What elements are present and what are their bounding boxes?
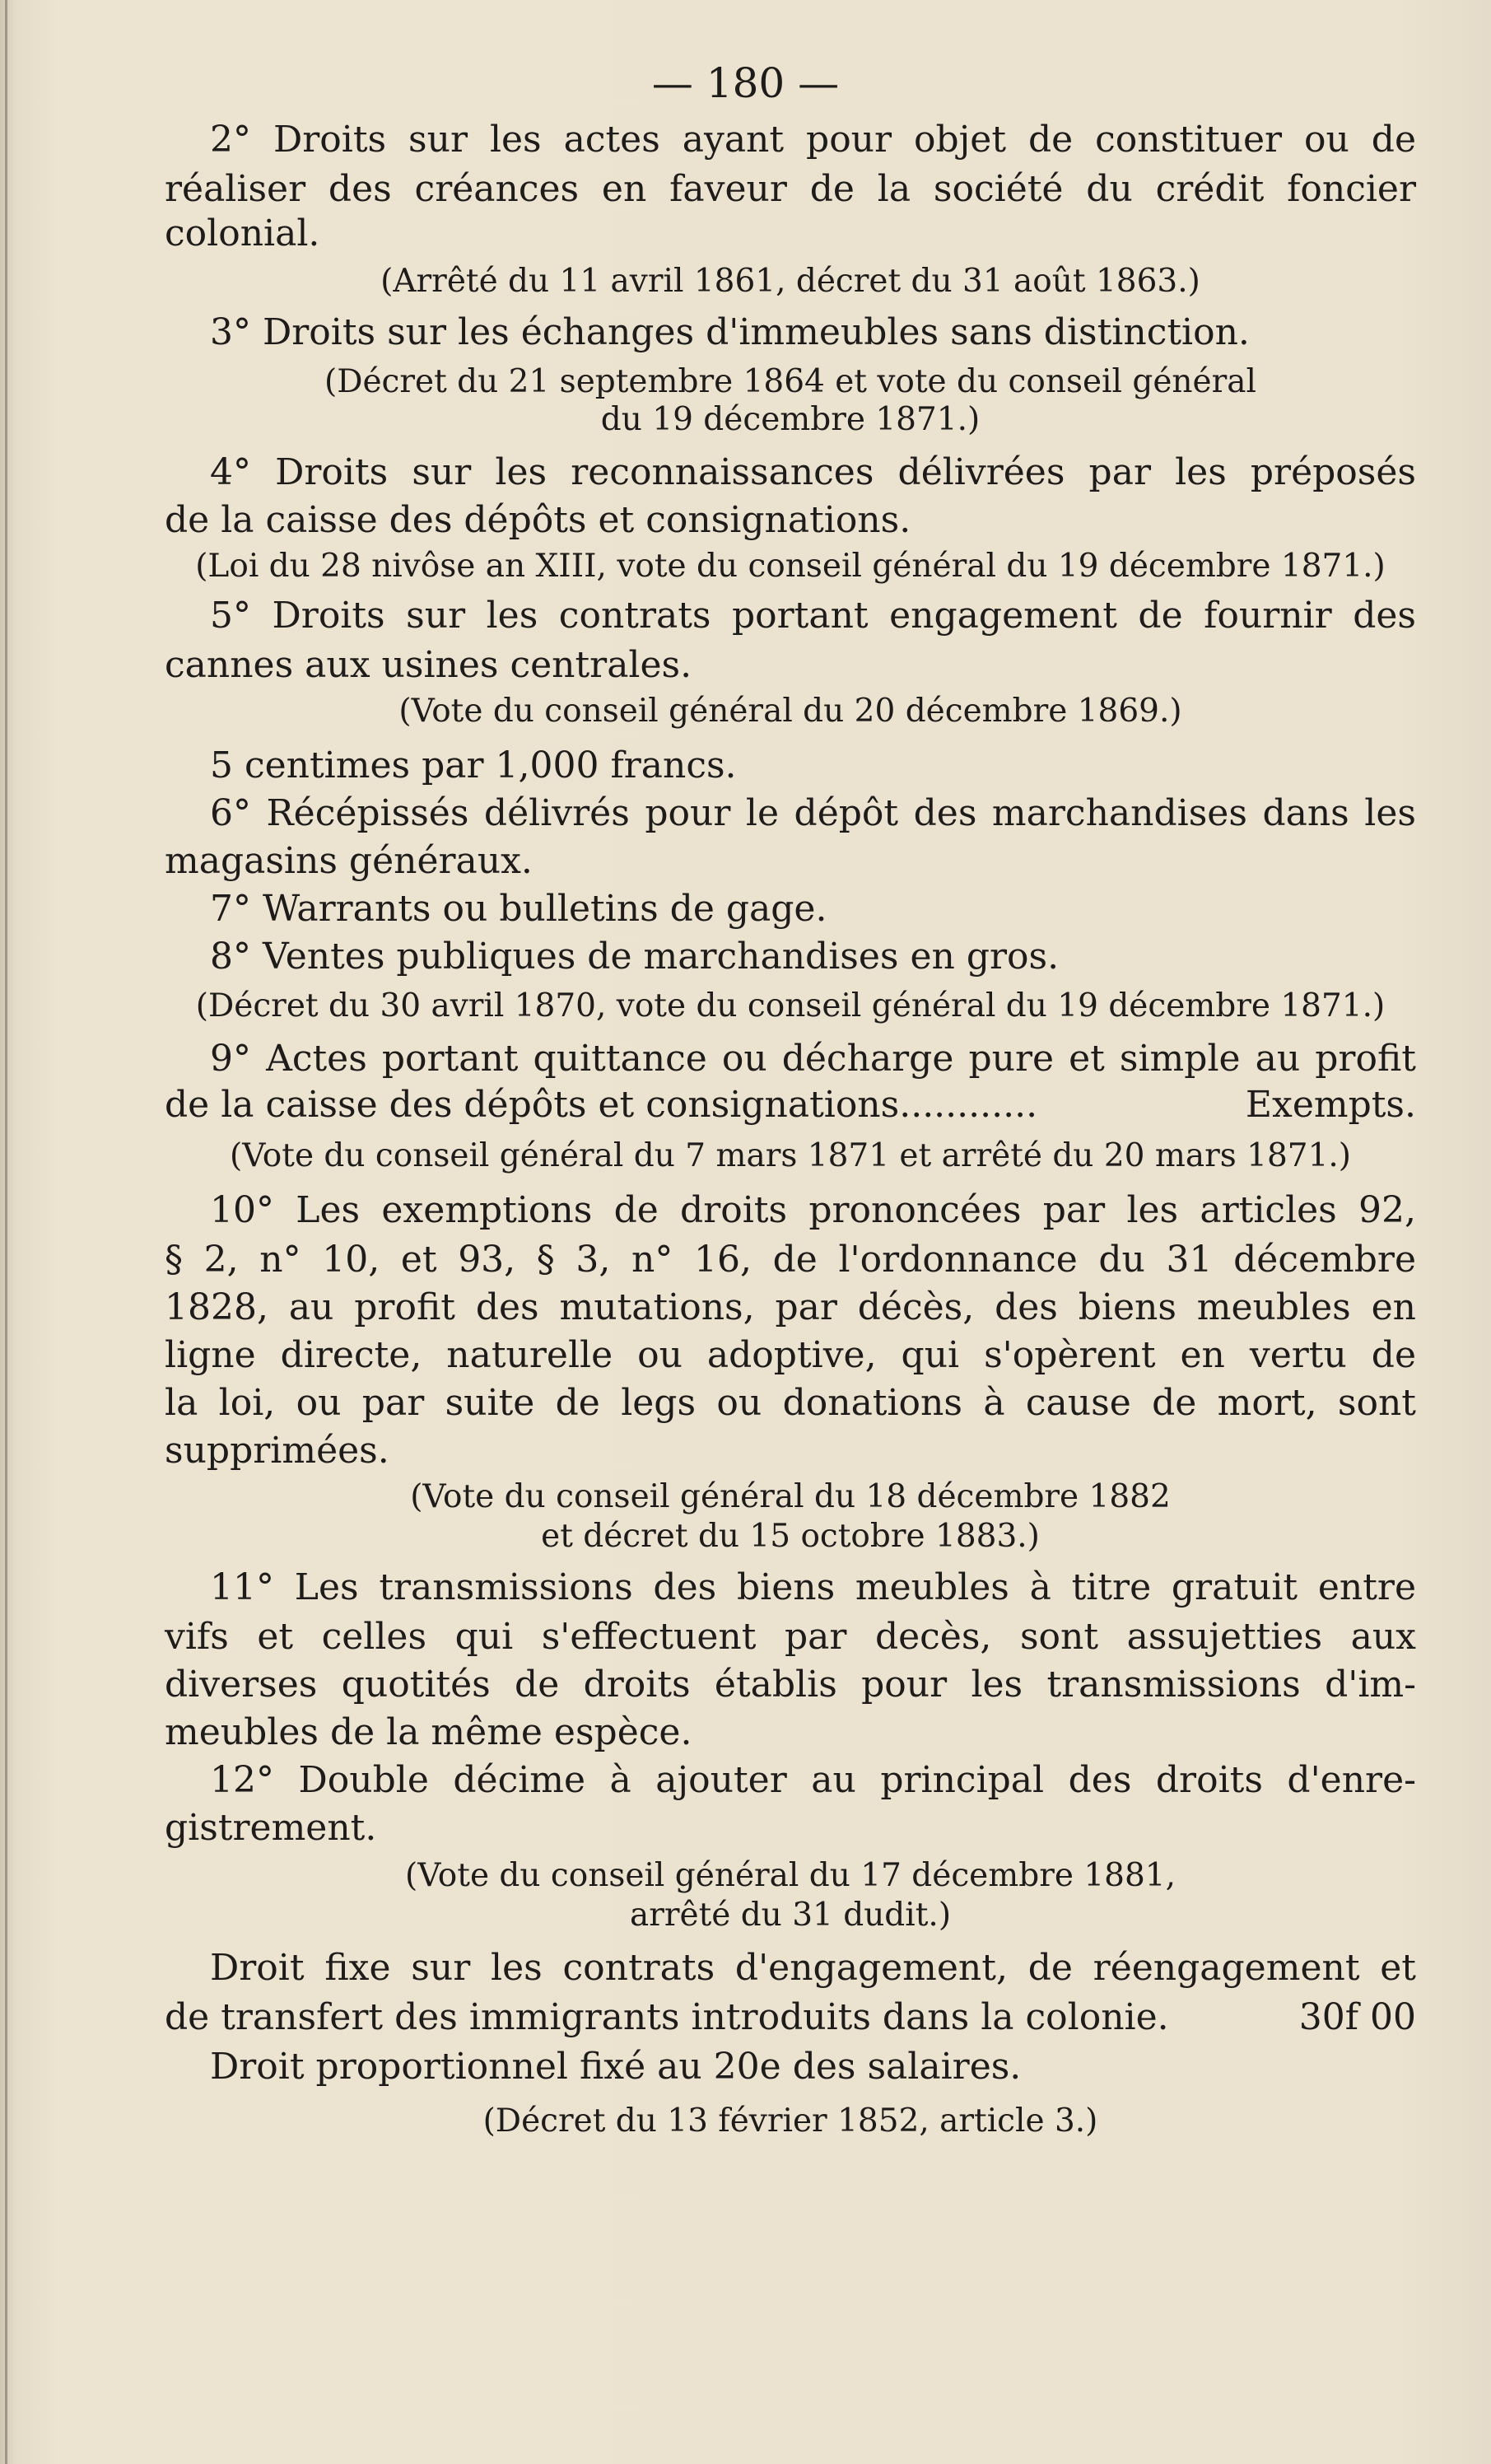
citation-line: (Vote du conseil général du 20 décembre 1869.): [398, 693, 1182, 730]
text-line: supprimées.: [165, 1430, 389, 1472]
text-line: 6° Récépissés délivrés pour le dépôt des marchandises dans les: [210, 792, 1416, 834]
citation-line: (Arrêté du 11 avril 1861, décret du 31 août 1863.): [380, 263, 1200, 300]
text-line: 2° Droits sur les actes ayant pour objet de constituer ou de: [210, 119, 1416, 161]
text-line: [165, 1996, 1416, 2038]
citation-line: (Vote du conseil général du 18 décembre 1882: [410, 1478, 1171, 1515]
text-line-left: de la caisse des dépôts et consignations............: [165, 1084, 1038, 1126]
text-line: 7° Warrants ou bulletins de gage.: [210, 888, 827, 930]
text-line: [165, 1084, 1416, 1126]
text-line: 8° Ventes publiques de marchandises en gros.: [210, 936, 1060, 978]
citation-line: (Vote du conseil général du 7 mars 1871 et arrêté du 20 mars 1871.): [230, 1137, 1351, 1174]
page-number: — 180 —: [651, 59, 840, 107]
citation-line: (Décret du 13 février 1852, article 3.): [482, 2102, 1098, 2140]
text-line: 12° Double décime à ajouter au principal des droits d'enre-: [210, 1759, 1416, 1801]
citation-line: (Vote du conseil général du 17 décembre 1881,: [405, 1857, 1176, 1894]
text-line: la loi, ou par suite de legs ou donations à cause de mort, sont: [165, 1382, 1416, 1424]
text-line: 10° Les exemptions de droits prononcées par les articles 92,: [210, 1189, 1416, 1231]
text-line: Droit proportionnel fixé au 20e des salaires.: [210, 2046, 1022, 2088]
text-line: 3° Droits sur les échanges d'immeubles sans distinction.: [210, 311, 1250, 353]
citation-line: du 19 décembre 1871.): [600, 401, 981, 438]
text-line: 5 centimes par 1,000 francs.: [210, 744, 737, 786]
citation-line: et décret du 15 octobre 1883.): [541, 1518, 1040, 1555]
text-line: 5° Droits sur les contrats portant engagement de fournir des: [210, 595, 1416, 637]
text-line: vifs et celles qui s'effectuent par decès, sont assujetties aux: [165, 1616, 1416, 1658]
text-line: 9° Actes portant quittance ou décharge pure et simple au profit: [210, 1038, 1416, 1080]
text-line: diverses quotités de droits établis pour les transmissions d'im-: [165, 1664, 1416, 1706]
text-line: Droit fixe sur les contrats d'engagement, de réengagement et: [210, 1947, 1416, 1989]
text-line-left: de transfert des immigrants introduits dans la colonie.: [165, 1996, 1169, 2038]
fee-amount: 30f 00: [1298, 1996, 1416, 2038]
citation-line: (Loi du 28 nivôse an XIII, vote du conseil général du 19 décembre 1871.): [195, 548, 1386, 585]
text-line: cannes aux usines centrales.: [165, 644, 692, 686]
text-line: 4° Droits sur les reconnaissances délivrées par les préposés: [210, 451, 1416, 493]
text-line: de la caisse des dépôts et consignations.: [165, 499, 911, 541]
text-line: gistrement.: [165, 1807, 377, 1849]
text-line: ligne directe, naturelle ou adoptive, qui s'opèrent en vertu de: [165, 1334, 1416, 1376]
citation-line: (Décret du 30 avril 1870, vote du conseil général du 19 décembre 1871.): [195, 987, 1386, 1024]
text-line: magasins généraux.: [165, 840, 533, 882]
text-line: 1828, au profit des mutations, par décès, des biens meubles en: [165, 1286, 1416, 1328]
binding-edge: [5, 0, 7, 2464]
citation-line: arrêté du 31 dudit.): [629, 1897, 952, 1934]
text-line: réaliser des créances en faveur de la société du crédit foncier: [165, 168, 1416, 210]
citation-line: (Décret du 21 septembre 1864 et vote du conseil général: [324, 363, 1256, 400]
text-line: colonial.: [165, 212, 320, 254]
text-line: meubles de la même espèce.: [165, 1711, 692, 1753]
text-line: 11° Les transmissions des biens meubles à titre gratuit entre: [210, 1566, 1416, 1608]
exempt-label: Exempts.: [1245, 1084, 1416, 1126]
text-line: § 2, n° 10, et 93, § 3, n° 16, de l'ordonnance du 31 décembre: [165, 1239, 1416, 1281]
